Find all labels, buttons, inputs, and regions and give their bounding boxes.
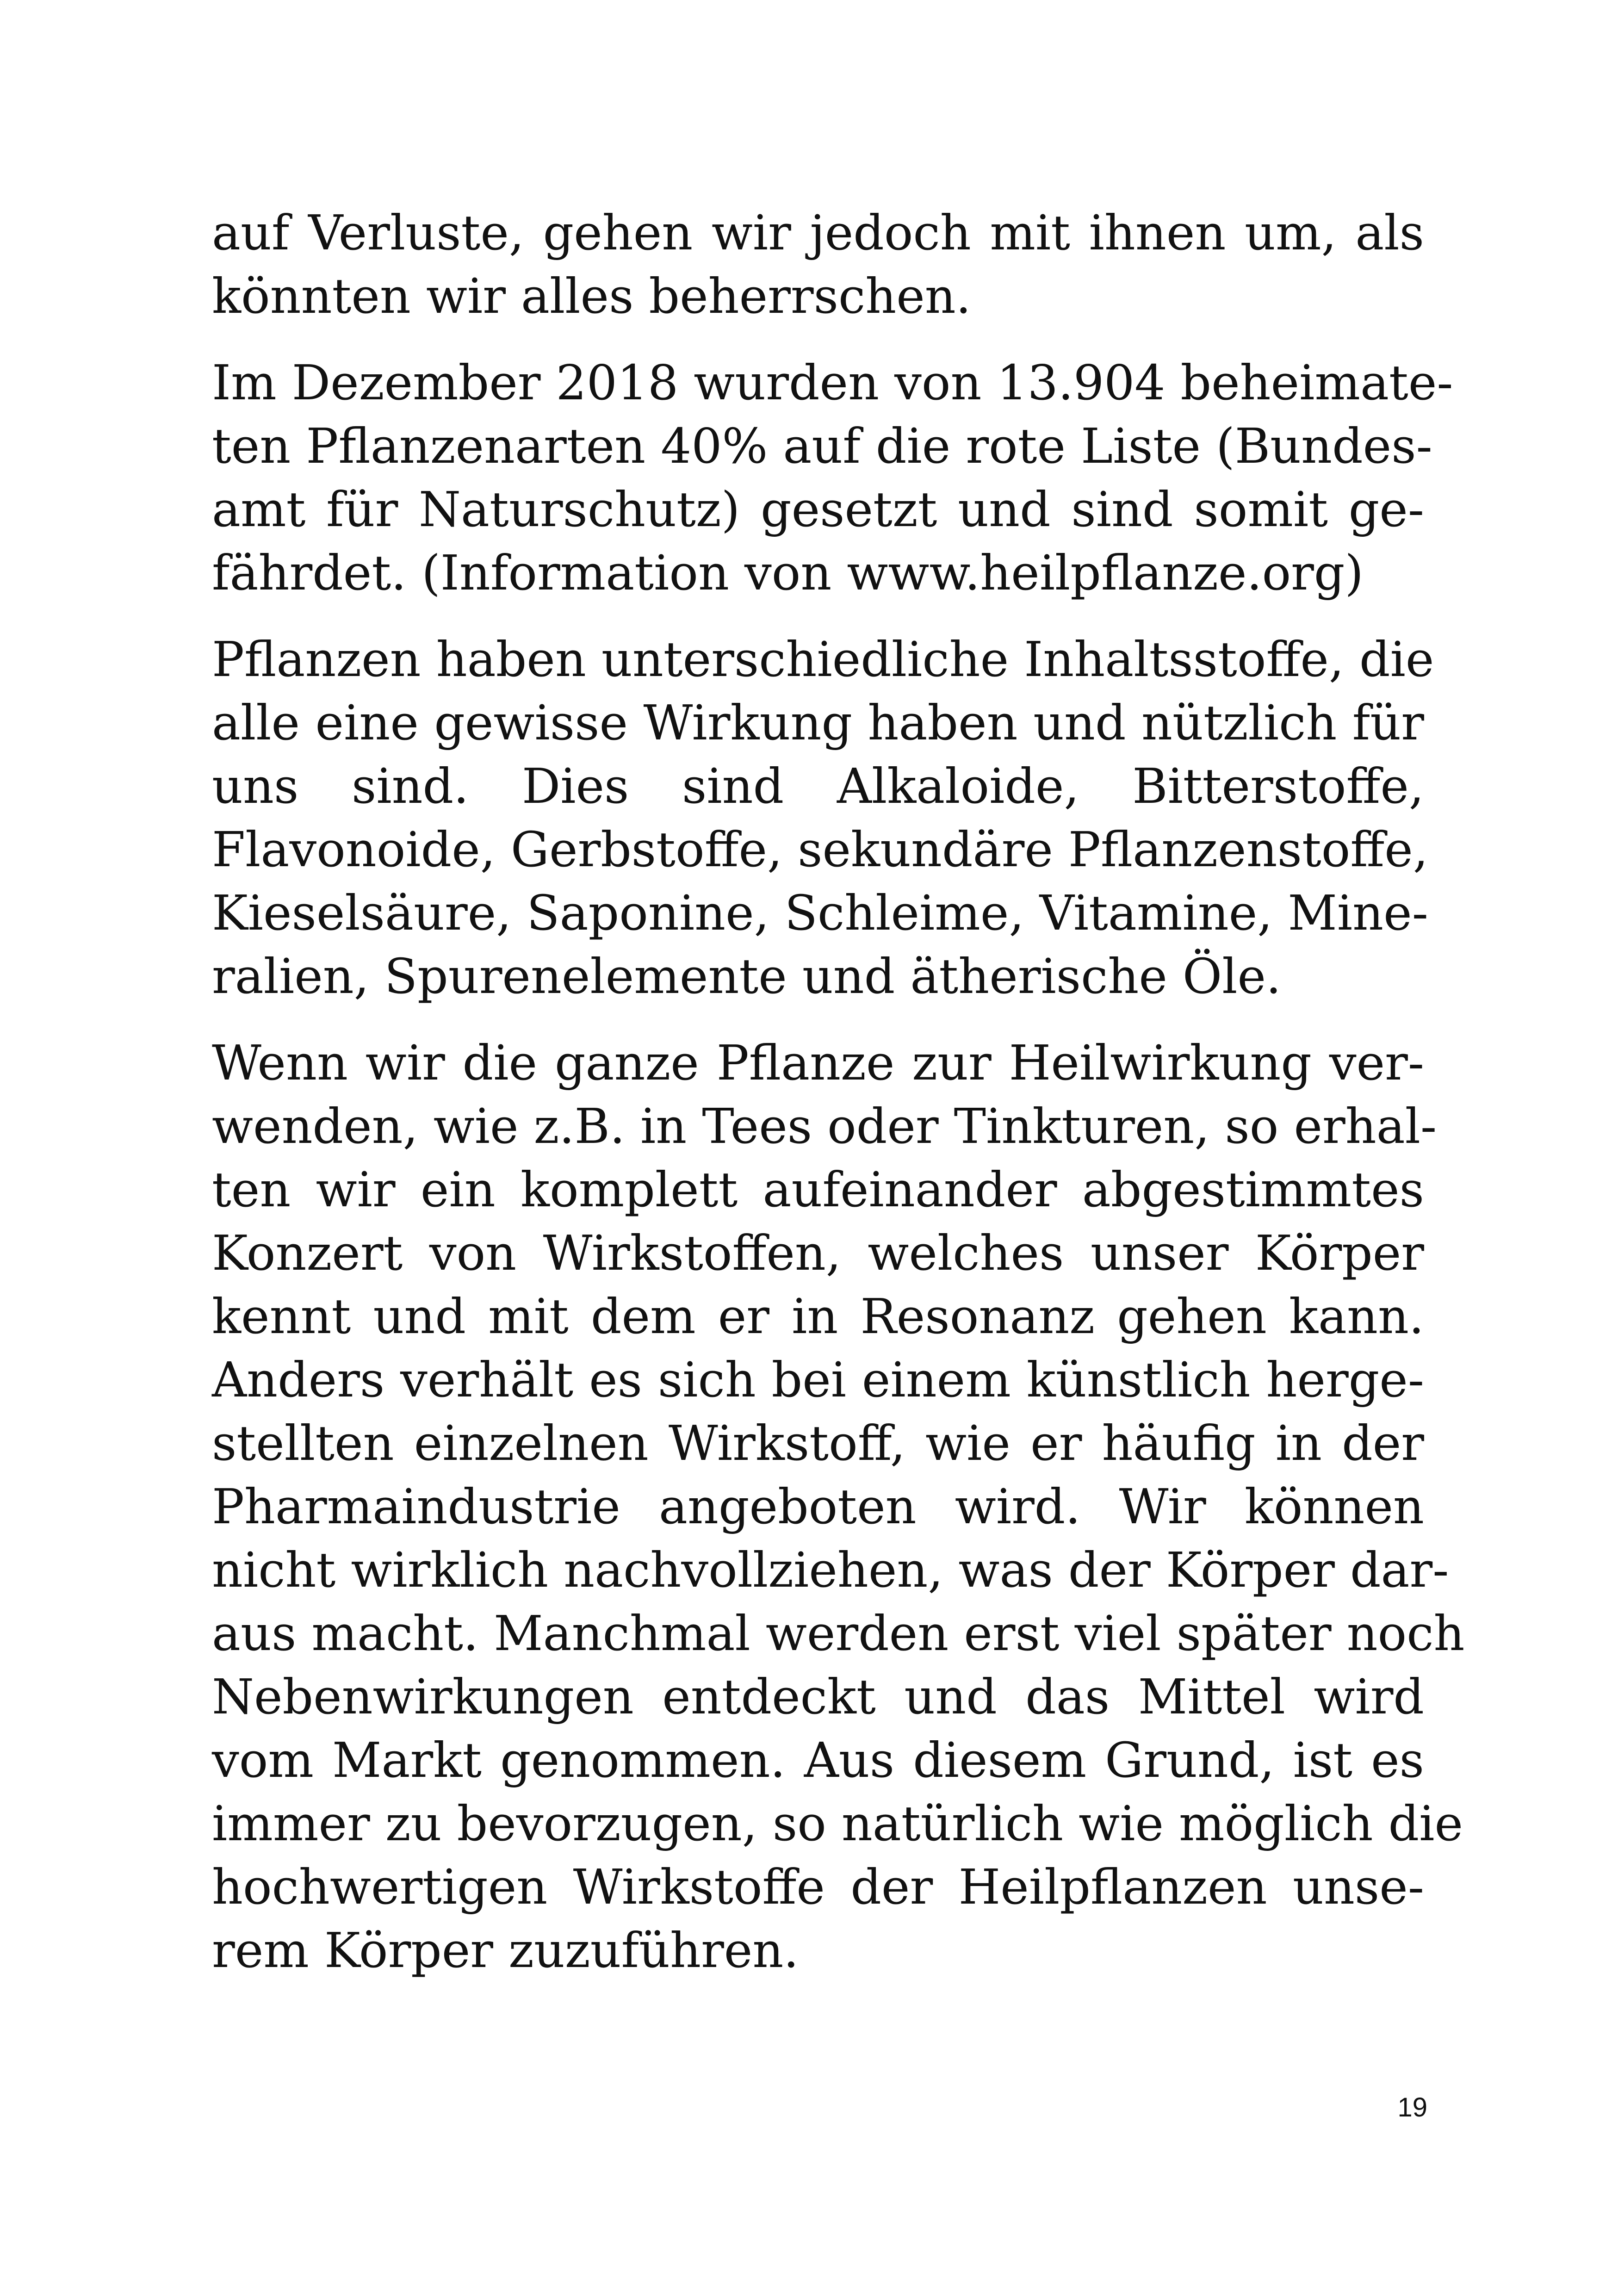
text-line: vom Markt genommen. Aus diesem Grund, ist es <box>212 1732 1424 1788</box>
text-line: alle eine gewisse Wirkung haben und nützlich für <box>212 695 1424 751</box>
text-line: Anders verhält es sich bei einem künstlich herge- <box>212 1352 1424 1408</box>
text-line: auf Verluste, gehen wir jedoch mit ihnen um, als <box>212 205 1424 261</box>
text-line: ralien, Spurenelemente und ätherische Öle. <box>212 948 1282 1005</box>
text-line: kennt und mit dem er in Resonanz gehen kann. <box>212 1288 1424 1345</box>
text-line: fährdet. (Information von www.heilpflanze.org) <box>212 545 1364 601</box>
text-line: könnten wir alles beherrschen. <box>212 268 971 324</box>
text-line: Nebenwirkungen entdeckt und das Mittel wird <box>212 1669 1424 1725</box>
text-line: rem Körper zuzuführen. <box>212 1922 799 1979</box>
paragraph <box>212 628 1434 1008</box>
text-line: wenden, wie z.B. in Tees oder Tinkturen, so erhal- <box>212 1098 1437 1154</box>
text-line: aus macht. Manchmal werden erst viel später noch <box>212 1605 1465 1662</box>
body-text <box>212 201 1465 2005</box>
paragraph <box>212 201 1424 328</box>
text-line: Konzert von Wirkstoffen, welches unser Körper <box>212 1225 1424 1281</box>
text-line: Pflanzen haben unterschiedliche Inhaltsstoffe, die <box>212 631 1434 688</box>
text-line: hochwertigen Wirkstoffe der Heilpflanzen unse- <box>212 1859 1424 1915</box>
text-line: Im Dezember 2018 wurden von 13.904 beheimate- <box>212 354 1453 411</box>
text-line: amt für Naturschutz) gesetzt und sind somit ge- <box>212 481 1424 538</box>
text-line: stellten einzelnen Wirkstoff, wie er häufig in der <box>212 1415 1424 1471</box>
text-line: nicht wirklich nachvollziehen, was der Körper dar- <box>212 1542 1449 1598</box>
text-line: Flavonoide, Gerbstoffe, sekundäre Pflanzenstoffe, <box>212 821 1428 878</box>
text-line: Pharmaindustrie angeboten wird. Wir können <box>212 1478 1424 1535</box>
page-number: 19 <box>1397 2092 1427 2122</box>
text-line: ten Pflanzenarten 40% auf die rote Liste (Bundes- <box>212 418 1432 474</box>
text-line: immer zu bevorzugen, so natürlich wie möglich die <box>212 1795 1463 1852</box>
paragraph <box>212 351 1453 605</box>
paragraph <box>212 1031 1465 1982</box>
text-line: ten wir ein komplett aufeinander abgestimmtes <box>212 1161 1424 1218</box>
text-line: Kieselsäure, Saponine, Schleime, Vitamine, Mine- <box>212 885 1428 941</box>
text-line: uns sind. Dies sind Alkaloide, Bitterstoffe, <box>212 758 1424 814</box>
text-line: Wenn wir die ganze Pflanze zur Heilwirkung ver- <box>212 1035 1424 1091</box>
